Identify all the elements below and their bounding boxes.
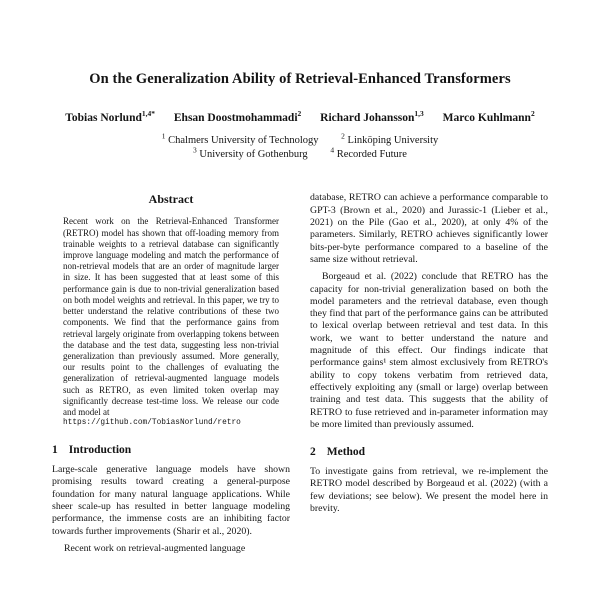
paragraph: Recent work on retrieval-augmented language [64,542,246,554]
author-name: Tobias Norlund [65,112,142,125]
paragraph: To investigate gains from retrieval, we re-implement the RETRO model described by Borgeaud et al. (2022) (with a few deviations; see below). We present the model here in brevity. [310,466,548,514]
affiliation-item [161,131,319,148]
affiliation-item [330,145,407,162]
author-name: Marco Kuhlmann [442,112,531,125]
left-column [52,192,290,560]
section-heading-method [310,446,548,458]
section-title: Method [326,446,366,459]
abstract-text: Recent work on the Retrieval-Enhanced Transformer (RETRO) model has shown that off-loading memory from trainable weights to a retrieval database can significantly improve language modeling and match the performance of non-retrieval models that are an order of magnitude larger in size. It has been suggested that at least some of this performance gain is due to non-trivial generalization based on both model weights and retrieval. In this paper, we try to better understand the relative contributions of these two components. We find that the performance gains from retrieval largely originate from overlapping tokens between the database and the test data, suggesting less non-trivial generalization than previously assumed. More generally, our results point to the challenges of evaluating the generalization of retrieval-augmented language models such as RETRO, as even limited token overlap may significantly decrease test-time loss. We release our code and model at [63,216,279,417]
paragraph: Borgeaud et al. (2022) conclude that RETRO has the capacity for non-trivial generalization based on both the model parameters and the retrieval database, even though they find that part of the performance gains can be attributed to lexical overlap between retrieval and test data. In this work, we want to better understand the nature and magnitude of this effect. Our findings indicate that performance gains¹ stem almost exclusively from RETRO's ability to copy tokens verbatim from retrieved data, effectively exploiting any (small or large) overlap between training and test data. This suggests that the ability of RETRO to fuse retrieved and in-parameter information may be more limited than previously assumed. [310,271,548,430]
paragraph: database, RETRO can achieve a performance comparable to GPT-3 (Brown et al., 2020) and Jurassic-1 (Lieber et al., 2021) on the Pile (Gao et al., 2020), at only 4% of the parameters. Similarly, RETRO achieves significantly lower bits-per-byte performance compared to a baseline of the same size without retrieval. [310,192,548,265]
author-affiliation-sup: 2 [530,109,535,119]
affiliation-line [52,145,548,162]
right-column [310,192,548,560]
author [65,109,155,125]
affiliation-line [52,131,548,148]
affiliation-name: Linköping University [347,135,439,147]
section-heading-introduction [52,444,290,456]
paragraph: Large-scale generative language models have shown promising results toward creating a general-purpose foundation for many natural language applications. While sheer scale-up has resulted in better language modeling performance, the immense costs are an inhibiting factor towards further improvements (Sharir et al., 2020). [52,464,290,537]
author [320,109,424,125]
affiliation-sup: 1 [161,131,166,141]
section-title: Introduction [68,444,132,457]
code-link[interactable]: https://github.com/TobiasNorlund/retro [63,419,241,428]
affiliation-sup: 3 [193,145,197,155]
two-column-body [52,192,548,560]
author-line [52,109,548,125]
affiliation-sup: 2 [341,131,345,141]
abstract-block [52,216,290,429]
section-number: 2 [310,446,316,459]
author [173,109,302,125]
author-affiliation-sup: 2 [297,109,302,119]
affiliation-name: Recorded Future [336,149,407,161]
affiliation-sup: 4 [330,145,335,155]
affiliation-item [193,145,308,162]
paper-title: On the Generalization Ability of Retrieval-Enhanced Transformers [89,71,511,87]
affiliation-name: Chalmers University of Technology [168,135,319,147]
abstract-heading: Abstract [148,192,194,207]
affiliation-block [52,131,548,162]
section-number: 1 [52,444,58,457]
author-name: Richard Johansson [320,112,415,125]
author-affiliation-sup: 1,3 [414,109,424,119]
author-affiliation-sup: 1,4* [141,109,155,119]
author [442,109,535,125]
affiliation-item [341,131,439,148]
author-name: Ehsan Doostmohammadi [173,112,298,125]
affiliation-name: University of Gothenburg [199,149,308,161]
